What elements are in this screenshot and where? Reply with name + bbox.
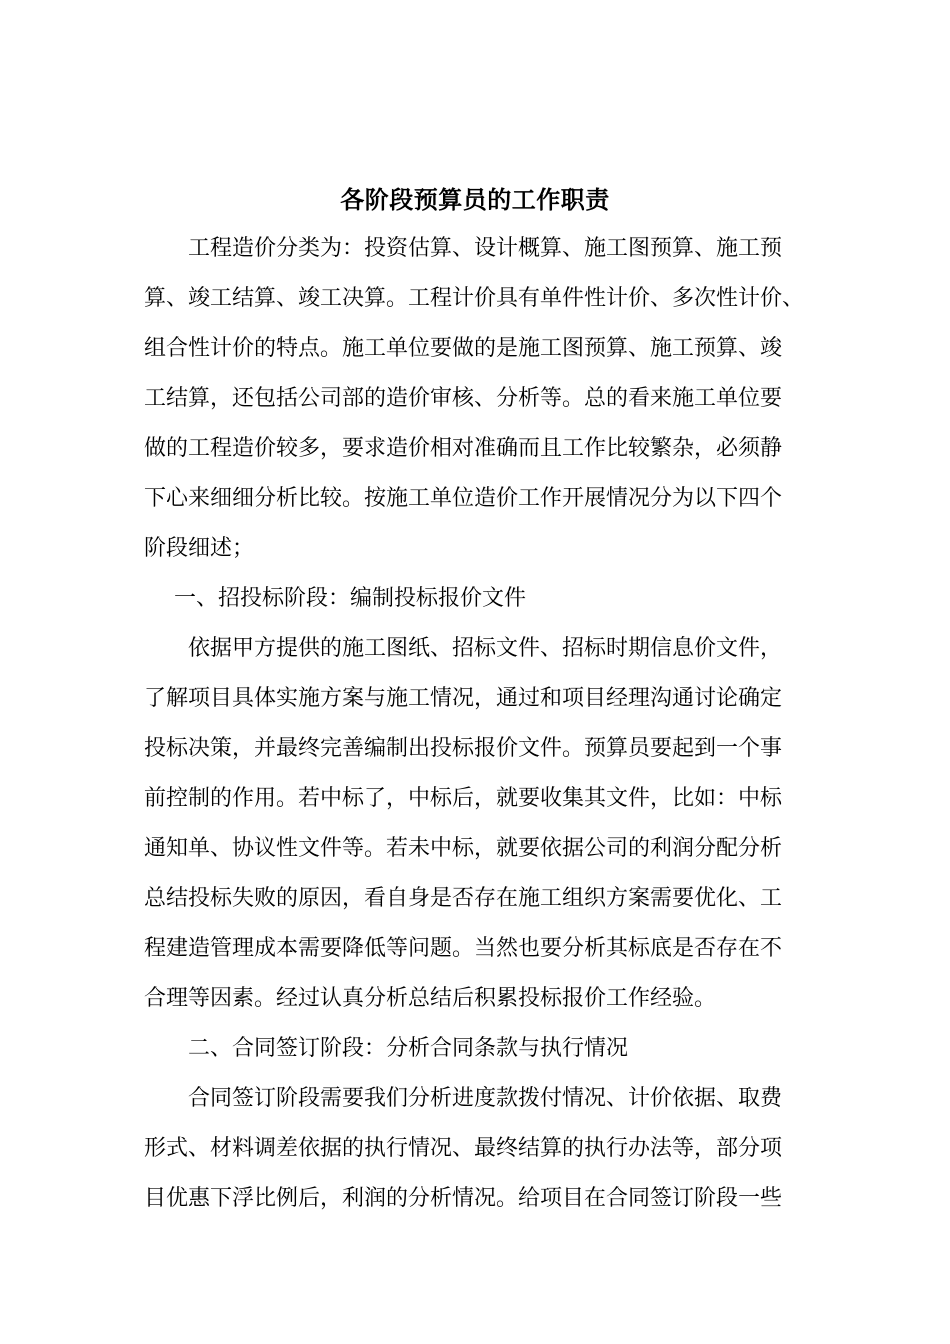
paragraph-line: 投标决策，并最终完善编制出投标报价文件。预算员要起到一个事: [144, 736, 783, 761]
section-heading: 二、合同签订阶段：分析合同条款与执行情况: [188, 1036, 629, 1061]
paragraph-line: 阶段细述；: [144, 536, 255, 561]
paragraph-line: 依据甲方提供的施工图纸、招标文件、招标时期信息价文件，: [188, 636, 783, 661]
paragraph-line: 前控制的作用。若中标了，中标后，就要收集其文件，比如：中标: [144, 786, 783, 811]
paragraph-line: 程建造管理成本需要降低等问题。当然也要分析其标底是否存在不: [144, 936, 783, 961]
paragraph-line: 算、竣工结算、竣工决算。工程计价具有单件性计价、多次性计价、: [144, 286, 805, 311]
paragraph-line: 了解项目具体实施方案与施工情况，通过和项目经理沟通讨论确定: [144, 686, 783, 711]
document-body: [144, 229, 816, 1229]
document-title: 各阶段预算员的工作职责: [340, 186, 610, 214]
paragraph-line: 工结算，还包括公司部的造价审核、分析等。总的看来施工单位要: [144, 386, 783, 411]
paragraph-line: 下心来细细分析比较。按施工单位造价工作开展情况分为以下四个: [144, 486, 783, 511]
paragraph-line: 组合性计价的特点。施工单位要做的是施工图预算、施工预算、竣: [144, 336, 783, 361]
paragraph-line: 工程造价分类为：投资估算、设计概算、施工图预算、施工预: [188, 236, 783, 261]
paragraph-line: 做的工程造价较多，要求造价相对准确而且工作比较繁杂，必须静: [144, 436, 783, 461]
paragraph-line: 形式、材料调差依据的执行情况、最终结算的执行办法等，部分项: [144, 1136, 783, 1161]
paragraph-line: 目优惠下浮比例后，利润的分析情况。给项目在合同签订阶段一些: [144, 1186, 783, 1211]
section-heading: 一、招投标阶段：编制投标报价文件: [174, 586, 527, 611]
paragraph-line: 合理等因素。经过认真分析总结后积累投标报价工作经验。: [144, 986, 717, 1011]
paragraph-line: 通知单、协议性文件等。若未中标，就要依据公司的利润分配分析: [144, 836, 783, 861]
paragraph-line: 总结投标失败的原因，看自身是否存在施工组织方案需要优化、工: [144, 886, 783, 911]
paragraph-line: 合同签订阶段需要我们分析进度款拨付情况、计价依据、取费: [188, 1086, 783, 1111]
